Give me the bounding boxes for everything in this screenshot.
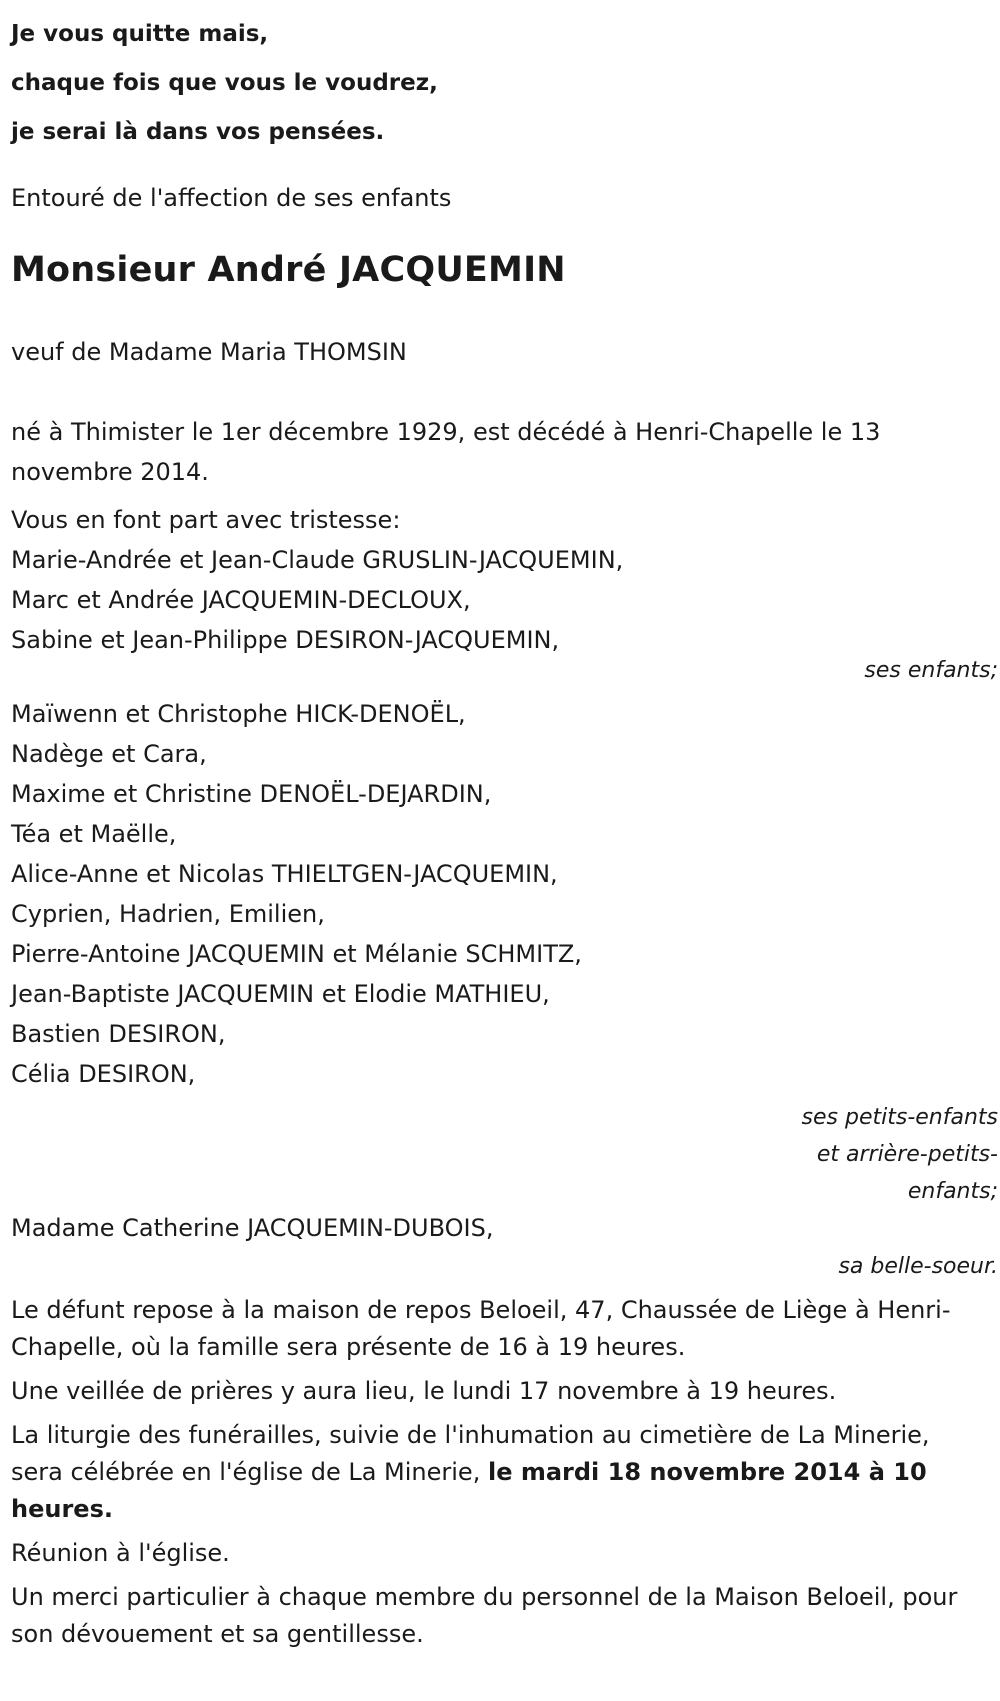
grandchildren-role bbox=[11, 1099, 998, 1210]
grandchild-line: Téa et Maëlle, bbox=[11, 820, 177, 848]
vigil-text: Une veillée de prières y aura lieu, le lundi 17 novembre à 19 heures. bbox=[11, 1377, 837, 1405]
grandchild-line: Alice-Anne et Nicolas THIELTGEN-JACQUEMIN, bbox=[11, 860, 558, 888]
grandchild-line: Maïwenn et Christophe HICK-DENOËL, bbox=[11, 700, 466, 728]
opening-quote bbox=[11, 0, 991, 157]
funeral-date: le mardi 18 novembre 2014 à 10 heures. bbox=[11, 1458, 927, 1523]
grandchild-line: Maxime et Christine DENOËL-DEJARDIN, bbox=[11, 780, 492, 808]
thanks-text: Un merci particulier à chaque membre du personnel de la Maison Beloeil, pour son dévouement et sa gentillesse. bbox=[11, 1583, 958, 1648]
children-role: ses enfants; bbox=[864, 658, 998, 683]
widow-of-text: veuf de Madame Maria THOMSIN bbox=[11, 338, 407, 366]
deceased-name: Monsieur André JACQUEMIN bbox=[11, 250, 566, 290]
quote-line-1: Je vous quitte mais, bbox=[11, 21, 269, 47]
grandchild-line: Nadège et Cara, bbox=[11, 740, 207, 768]
meeting-text: Réunion à l'église. bbox=[11, 1539, 230, 1567]
announcement-intro: Vous en font part avec tristesse: bbox=[11, 506, 401, 534]
quote-line-3: je serai là dans vos pensées. bbox=[11, 119, 385, 145]
grandchild-line: Pierre-Antoine JACQUEMIN et Mélanie SCHMITZ, bbox=[11, 940, 582, 968]
rest-place-text: Le défunt repose à la maison de repos Beloeil, 47, Chaussée de Liège à Henri-Chapelle, où la famille sera présente de 16 à 19 heures. bbox=[11, 1296, 951, 1361]
grandchild-line: Jean-Baptiste JACQUEMIN et Elodie MATHIEU, bbox=[11, 980, 550, 1008]
intro-text: Entouré de l'affection de ses enfants bbox=[11, 184, 452, 212]
funeral-text bbox=[11, 1417, 971, 1528]
obituary-content bbox=[11, 0, 998, 1653]
child-line: Sabine et Jean-Philippe DESIRON-JACQUEMIN, bbox=[11, 626, 560, 654]
sister-in-law-line: Madame Catherine JACQUEMIN-DUBOIS, bbox=[11, 1214, 494, 1242]
birth-death-text: né à Thimister le 1er décembre 1929, est décédé à Henri-Chapelle le 13 novembre 2014. bbox=[11, 418, 881, 486]
grandchildren-role-line: ses petits-enfants bbox=[801, 1105, 998, 1130]
funeral-details: La liturgie des funérailles, suivie de l'inhumation au cimetière de La Minerie, sera célébrée en l'église de La Minerie, bbox=[11, 1421, 930, 1486]
grandchild-line: Célia DESIRON, bbox=[11, 1060, 196, 1088]
grandchild-line: Bastien DESIRON, bbox=[11, 1020, 226, 1048]
grandchild-line: Cyprien, Hadrien, Emilien, bbox=[11, 900, 325, 928]
grandchildren-role-line: enfants; bbox=[907, 1179, 998, 1204]
announcement-block bbox=[11, 500, 991, 660]
grandchildren-role-line: et arrière-petits- bbox=[816, 1142, 998, 1167]
sister-in-law-block bbox=[11, 1208, 991, 1248]
quote-line-2: chaque fois que vous le voudrez, bbox=[11, 70, 438, 96]
grandchildren-block bbox=[11, 694, 991, 1094]
child-line: Marie-Andrée et Jean-Claude GRUSLIN-JACQUEMIN, bbox=[11, 546, 624, 574]
sister-in-law-role: sa belle-soeur. bbox=[838, 1254, 998, 1279]
child-line: Marc et Andrée JACQUEMIN-DECLOUX, bbox=[11, 586, 471, 614]
